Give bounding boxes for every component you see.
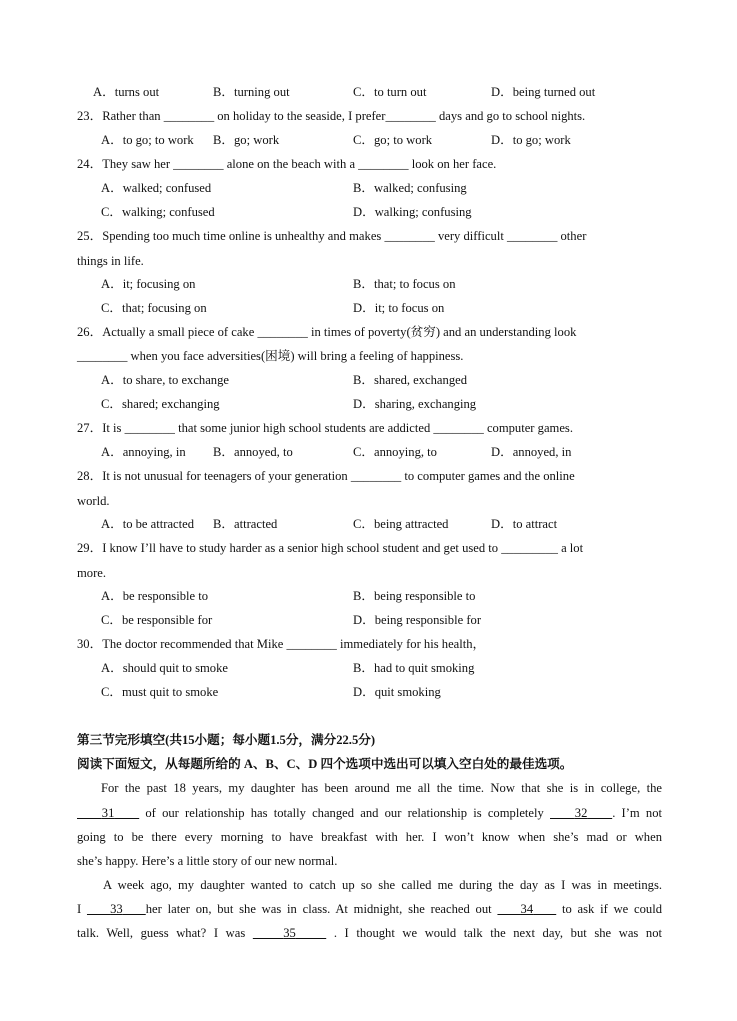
q23-option-d: D．to go; work [491,133,571,147]
passage-line: For the past 18 years, my daughter has been around me all the time. Now that she is in college, the [101,781,662,795]
q29-option-d: D．being responsible for [353,613,482,627]
question-29-continued: more. [77,566,107,580]
q26-option-c: C．shared; exchanging [101,397,220,411]
passage-text: I [77,902,87,916]
q25-option-d: D．it; to focus on [353,301,445,315]
q30-option-d: D．quit smoking [353,685,441,699]
section-instruction: 阅读下面短文，从每题所给的 A、B、C、D 四个选项中选出可以填入空白处的最佳选项。 [77,757,573,771]
q26-option-b: B．shared, exchanged [353,373,468,387]
passage-text: of our relationship has totally changed and our relationship is completely [139,806,550,820]
q27-option-a: A．annoying, in [101,445,186,459]
q29-option-b: B．being responsible to [353,589,476,603]
q23-option-b: B．go; work [213,133,280,147]
question-number: 30． [77,637,103,651]
question-number: 27． [77,421,103,435]
q23-option-a: A．to go; to work [101,133,194,147]
q24-option-d: D．walking; confusing [353,205,472,219]
q25-option-c: C．that; focusing on [101,301,207,315]
question-number: 24． [77,157,103,171]
q24-option-c: C．walking; confused [101,205,215,219]
passage-line [77,901,662,917]
question-text: It is ________ that some junior high school students are addicted ________ computer games. [102,421,573,435]
question-text: Rather than ________ on holiday to the seaside, I prefer________ days and go to school nights. [102,109,586,123]
q30-option-c: C．must quit to smoke [101,685,219,699]
passage-line: she’s happy. Here’s a little story of our new normal. [77,854,338,868]
q30-option-b: B．had to quit smoking [353,661,475,675]
passage-line: going to be there every morning to have breakfast with her. I won’t know when she’s mad or when [77,830,662,844]
q27-option-c: C．annoying, to [353,445,437,459]
q26-option-a: A．to share, to exchange [101,373,229,387]
blank-number: 32 [574,806,588,820]
passage-line [77,925,662,941]
passage-text: to ask if we could [556,902,663,916]
question-number: 23． [77,109,103,123]
question-26-continued: ________ when you face adversities(困境) will bring a feeling of happiness. [77,349,464,363]
question-text: The doctor recommended that Mike ________ immediately for his health， [102,637,486,651]
blank-number: 33 [110,902,123,916]
passage-text: . I’m not [612,806,663,820]
passage-text: her later on, but she was in class. At midnight, she reached out [145,902,498,916]
question-text: I know I’ll have to study harder as a senior high school student and get used to _________ a lot [102,541,584,555]
blank-35 [253,926,326,940]
q25-option-a: A．it; focusing on [101,277,196,291]
passage-text: talk. Well, guess what? I was [77,926,253,940]
blank-34 [497,902,556,916]
question-text: It is not unusual for teenagers of your generation ________ to computer games and the online [102,469,575,483]
q28-option-b: B．attracted [213,517,278,531]
q28-option-d: D．to attract [491,517,558,531]
blank-31 [77,806,139,820]
q22-option-c: C．to turn out [353,85,427,99]
question-text: They saw her ________ alone on the beach with a ________ look on her face. [102,157,497,171]
q23-option-c: C．go; to work [353,133,433,147]
question-28-continued: world. [77,494,110,508]
blank-33 [87,902,146,916]
question-25 [77,228,586,244]
q29-option-c: C．be responsible for [101,613,213,627]
blank-32 [550,806,612,820]
q28-option-a: A．to be attracted [101,517,195,531]
question-number: 29． [77,541,103,555]
q27-option-d: D．annoyed, in [491,445,572,459]
q25-option-b: B．that; to focus on [353,277,456,291]
q27-option-b: B．annoyed, to [213,445,293,459]
question-30 [77,636,485,652]
question-25-continued: things in life. [77,254,144,268]
passage-text: . I thought we would talk the next day, but she was not [326,926,662,940]
q24-option-a: A．walked; confused [101,181,212,195]
blank-number: 34 [520,902,534,916]
question-23 [77,108,585,124]
q22-option-b: B．turning out [213,85,290,99]
q30-option-a: A．should quit to smoke [101,661,228,675]
q22-option-a: A．turns out [93,85,160,99]
q22-option-d: D．being turned out [491,85,596,99]
passage-line [77,805,662,821]
question-26 [77,324,576,340]
q24-option-b: B．walked; confusing [353,181,467,195]
question-text: Spending too much time online is unhealthy and makes ________ very difficult ________ other [102,229,587,243]
question-29 [77,540,583,556]
blank-number: 35 [283,926,296,940]
q26-option-d: D．sharing, exchanging [353,397,477,411]
question-number: 26． [77,325,103,339]
question-27 [77,420,573,436]
question-28 [77,468,575,484]
section-title: 第三节完形填空(共15小题；每小题1.5分，满分22.5分) [77,733,376,747]
q29-option-a: A．be responsible to [101,589,209,603]
blank-number: 31 [101,806,115,820]
question-number: 25． [77,229,103,243]
q28-option-c: C．being attracted [353,517,449,531]
question-number: 28． [77,469,103,483]
passage-line: A week ago, my daughter wanted to catch up so she called me during the day as I was in meetings. [103,878,662,892]
question-text: Actually a small piece of cake ________ in times of poverty(贫穷) and an understanding look [102,325,577,339]
question-24 [77,156,496,172]
